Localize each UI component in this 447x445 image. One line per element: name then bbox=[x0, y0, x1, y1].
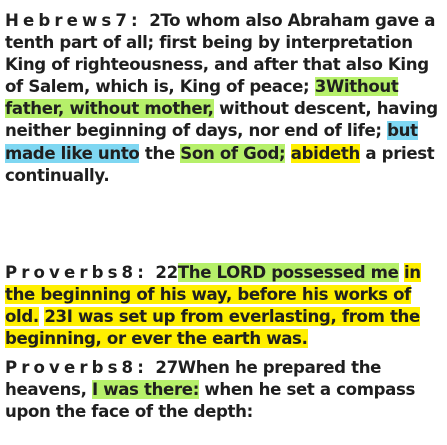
scripture-reference: Proverbs8: bbox=[5, 263, 148, 282]
highlighted-text: but made like unto bbox=[5, 121, 418, 163]
passage-hebrews-7 bbox=[5, 10, 444, 187]
verse-text: a priest continually. bbox=[5, 143, 435, 185]
highlighted-text: I was there: bbox=[91, 380, 199, 400]
highlighted-text: abideth bbox=[290, 143, 360, 163]
verse-text: 27When he prepared the heavens, bbox=[5, 358, 382, 400]
verse-text: when he set a compass upon the face of the depth: bbox=[5, 380, 416, 422]
verse-text: without descent, having neither beginning of days, nor end of life; bbox=[5, 99, 438, 141]
highlighted-text: 23I was set up from everlasting, from the beginning, or ever the earth was. bbox=[5, 307, 420, 349]
passage-proverbs-8-22 bbox=[5, 262, 444, 350]
scripture-reference: Proverbs8: bbox=[5, 358, 148, 377]
verse-text: 2To whom also Abraham gave a tenth part of all; first being by interpretation King of righteousness, and after that also King of Salem, which is, King of peace; bbox=[5, 11, 436, 97]
highlighted-text: The LORD possessed me bbox=[177, 263, 399, 282]
highlighted-text: in the beginning of his way, before his works of old. bbox=[5, 263, 421, 327]
highlighted-text: 3Without father, without mother, bbox=[5, 77, 399, 119]
scripture-reference: Hebrews7: bbox=[5, 11, 142, 30]
verse-number: 22 bbox=[155, 263, 178, 282]
verse-text: the bbox=[144, 143, 175, 163]
highlighted-text: Son of God; bbox=[180, 143, 286, 163]
passage-proverbs-8-27 bbox=[5, 357, 444, 423]
